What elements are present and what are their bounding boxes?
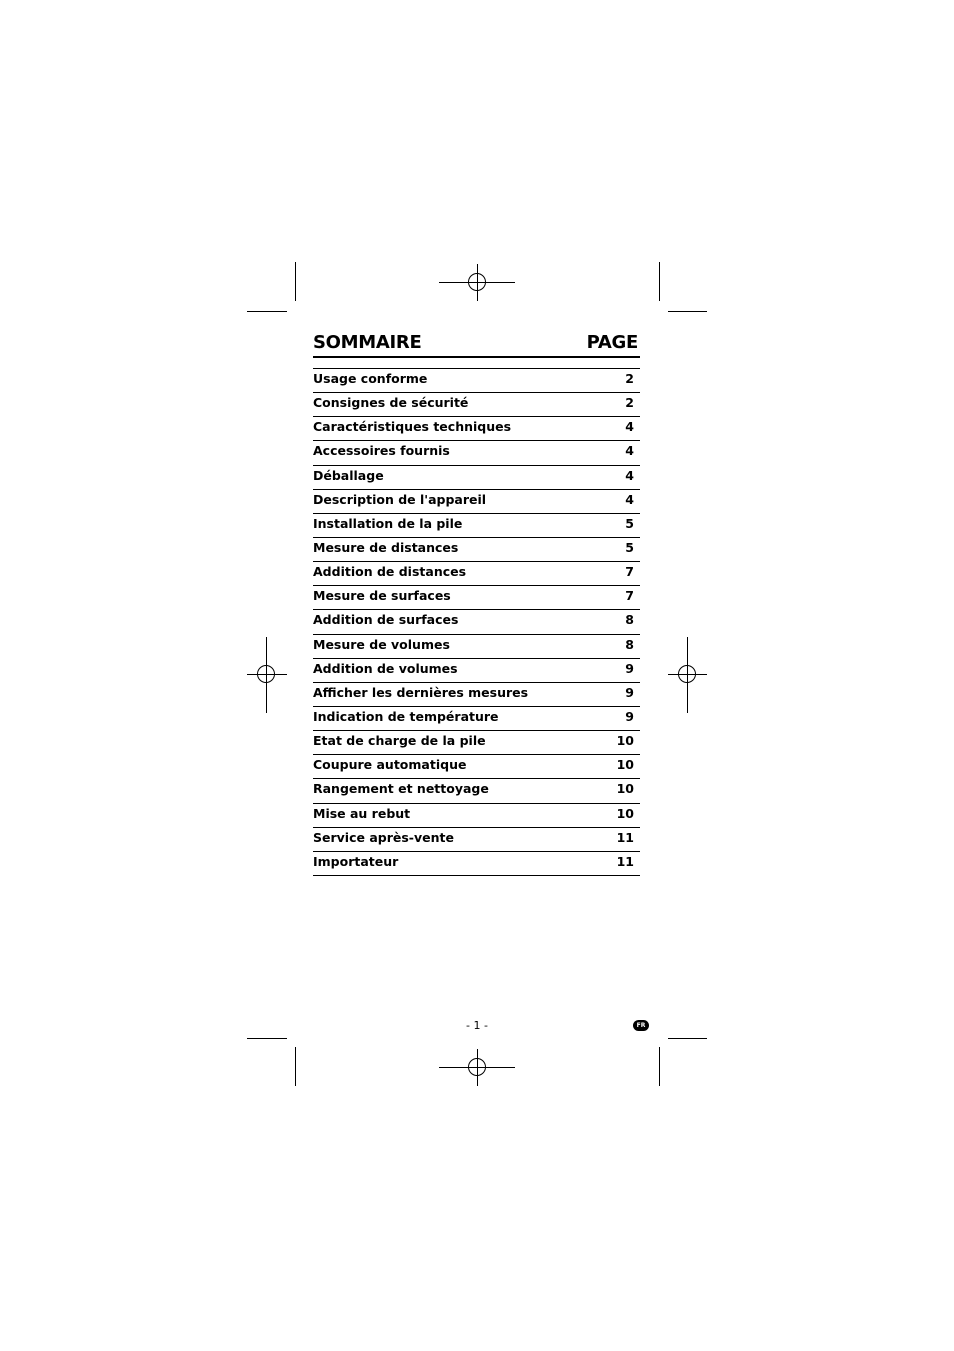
toc-entry-label: Addition de volumes	[313, 660, 458, 676]
crop-mark	[247, 311, 287, 312]
toc-entry[interactable]	[313, 489, 640, 513]
toc-list	[313, 368, 640, 876]
toc-entry[interactable]	[313, 609, 640, 633]
crop-mark	[668, 311, 707, 312]
toc-entry-label: Description de l'appareil	[313, 491, 487, 507]
toc-entry-page: 4	[625, 491, 634, 507]
toc-entry-label: Déballage	[313, 467, 384, 483]
toc-entry-label: Installation de la pile	[313, 515, 463, 531]
toc-entry-page: 2	[625, 371, 634, 386]
toc-entry-label: Importateur	[313, 853, 399, 869]
toc-title: SOMMAIRE	[313, 332, 422, 353]
toc-entry[interactable]	[313, 658, 640, 682]
toc-entry-page: 10	[616, 805, 634, 821]
toc-entry[interactable]	[313, 682, 640, 706]
toc-entry-page: 4	[625, 467, 634, 483]
toc-entry-page: 9	[625, 684, 634, 700]
toc-entry-label: Mesure de surfaces	[313, 588, 451, 604]
toc-entry[interactable]	[313, 392, 640, 416]
toc-entry-page: 11	[616, 853, 634, 869]
toc-entry-label: Mesure de distances	[313, 539, 459, 555]
toc-entry[interactable]	[313, 465, 640, 489]
toc-entry-page: 8	[625, 612, 634, 628]
toc-entry[interactable]	[313, 634, 640, 658]
toc-entry[interactable]	[313, 440, 640, 464]
toc-entry-label: Addition de distances	[313, 564, 467, 580]
toc-entry-label: Rangement et nettoyage	[313, 781, 489, 797]
toc-entry-label: Consignes de sécurité	[313, 395, 469, 411]
toc-entry-page: 9	[625, 708, 634, 724]
toc-entry-page: 4	[625, 419, 634, 435]
toc-entry-label: Usage conforme	[313, 371, 428, 386]
toc-entry-page: 9	[625, 660, 634, 676]
toc-entry[interactable]	[313, 513, 640, 537]
toc-entry-page: 2	[625, 395, 634, 411]
toc-entry[interactable]	[313, 706, 640, 730]
toc-entry-label: Service après-vente	[313, 829, 454, 845]
toc-entry-label: Addition de surfaces	[313, 612, 459, 628]
language-badge: FR	[633, 1020, 649, 1031]
toc-entry-page: 11	[616, 829, 634, 845]
toc-entry-label: Coupure automatique	[313, 757, 467, 773]
toc-entry-page: 7	[625, 564, 634, 580]
toc-entry[interactable]	[313, 803, 640, 827]
toc-entry-page: 7	[625, 588, 634, 604]
toc-entry[interactable]	[313, 368, 640, 392]
toc-header	[313, 332, 640, 358]
toc-entry-label: Mise au rebut	[313, 805, 411, 821]
toc-entry[interactable]	[313, 827, 640, 851]
toc-entry-page: 5	[625, 515, 634, 531]
toc-entry-page: 8	[625, 636, 634, 652]
toc-entry-label: Mesure de volumes	[313, 636, 450, 652]
crop-mark	[295, 262, 296, 301]
toc-entry[interactable]	[313, 778, 640, 802]
toc-entry-page: 10	[616, 757, 634, 773]
toc-entry-label: Afficher les dernières mesures	[313, 684, 529, 700]
toc-entry[interactable]	[313, 754, 640, 778]
toc-entry[interactable]	[313, 416, 640, 440]
toc-page-label: PAGE	[586, 332, 638, 353]
toc-entry-page: 4	[625, 443, 634, 459]
toc-entry-label: Accessoires fournis	[313, 443, 450, 459]
crop-mark	[659, 262, 660, 301]
crop-mark	[295, 1047, 296, 1086]
toc-entry-label: Etat de charge de la pile	[313, 733, 486, 749]
crop-mark	[247, 1038, 287, 1039]
toc-entry-label: Caractéristiques techniques	[313, 419, 512, 435]
toc-entry-page: 10	[616, 781, 634, 797]
toc-entry-page: 5	[625, 539, 634, 555]
crop-mark	[668, 1038, 707, 1039]
toc-entry[interactable]	[313, 537, 640, 561]
toc-entry-page: 10	[616, 733, 634, 749]
toc-entry[interactable]	[313, 561, 640, 585]
page-number: - 1 -	[466, 1019, 488, 1032]
crop-mark	[659, 1047, 660, 1086]
toc-entry[interactable]	[313, 851, 640, 876]
toc-entry[interactable]	[313, 585, 640, 609]
toc-entry-label: Indication de température	[313, 708, 499, 724]
toc-entry[interactable]	[313, 730, 640, 754]
